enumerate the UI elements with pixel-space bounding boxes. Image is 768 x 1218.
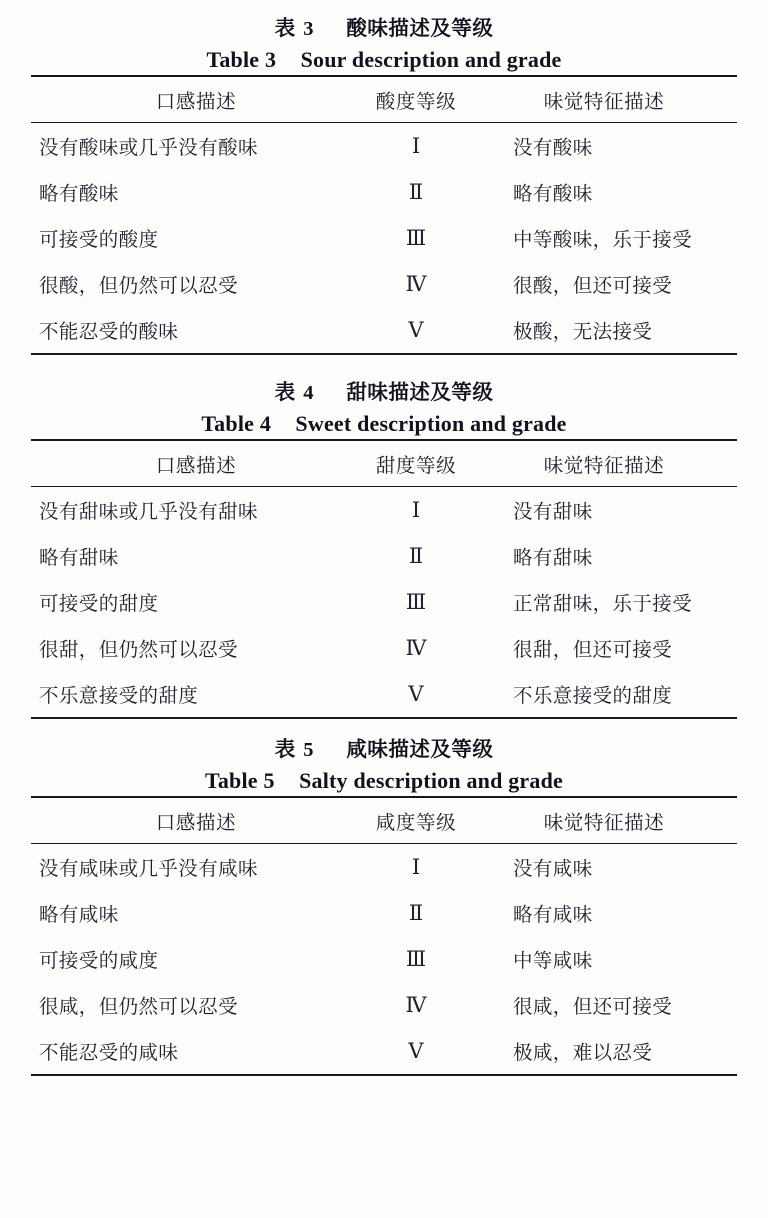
cell-feature: 很甜，但还可接受 — [513, 638, 673, 661]
cell-description: 很酸，但仍然可以忍受 — [39, 274, 239, 297]
cell-grade: Ⅰ — [411, 854, 421, 879]
cell-grade: Ⅱ — [408, 543, 424, 568]
table-header-row — [31, 440, 737, 487]
table-row — [31, 936, 737, 982]
cell-description: 很甜，但仍然可以忍受 — [39, 638, 239, 661]
column-header-feature: 味觉特征描述 — [471, 440, 737, 487]
caption-en-title-3: Sour description and grade — [300, 47, 562, 72]
cell-feature: 不乐意接受的甜度 — [471, 671, 737, 718]
cell-feature: 中等咸味 — [513, 949, 593, 972]
column-header-feature: 味觉特征描述 — [471, 76, 737, 123]
cell-description: 不乐意接受的甜度 — [31, 671, 361, 718]
column-header-feature: 味觉特征描述 — [471, 797, 737, 844]
table-4 — [31, 439, 737, 719]
table-caption-en-3 — [0, 44, 768, 75]
table-row — [31, 579, 737, 625]
cell-grade: Ⅳ — [405, 635, 427, 660]
caption-en-label-3: Table — [206, 47, 260, 72]
table-3 — [31, 75, 737, 355]
cell-feature: 极咸，难以忍受 — [471, 1028, 737, 1075]
table-row — [31, 487, 737, 534]
table-caption-cn-5 — [0, 734, 768, 765]
table-caption-en-4 — [0, 408, 768, 439]
cell-feature: 略有咸味 — [513, 903, 593, 926]
cell-grade: Ⅰ — [411, 133, 421, 158]
table-block-4 — [0, 355, 768, 719]
table-caption-cn-3 — [0, 13, 768, 44]
column-header-description: 口感描述 — [31, 76, 361, 123]
table-row — [31, 671, 737, 718]
cell-grade: Ⅱ — [408, 900, 424, 925]
column-header-grade: 酸度等级 — [361, 76, 471, 123]
cell-description: 不能忍受的酸味 — [31, 307, 361, 354]
caption-cn-number-4: 4 — [303, 382, 315, 404]
cell-description: 可接受的咸度 — [39, 949, 159, 972]
cell-grade: Ⅲ — [405, 589, 427, 614]
caption-cn-title-4: 甜味描述及等级 — [346, 380, 494, 404]
cell-grade: Ⅳ — [405, 992, 427, 1017]
caption-en-number-5: 5 — [263, 768, 275, 793]
cell-feature: 正常甜味，乐于接受 — [513, 592, 693, 615]
cell-grade: Ⅰ — [411, 497, 421, 522]
caption-en-number-4: 4 — [259, 411, 272, 436]
table-header-row — [31, 797, 737, 844]
caption-cn-title-3: 酸味描述及等级 — [346, 16, 494, 40]
cell-feature: 极酸，无法接受 — [471, 307, 737, 354]
cell-description: 没有酸味或几乎没有酸味 — [39, 136, 258, 159]
table-row — [31, 890, 737, 936]
cell-description: 略有咸味 — [39, 903, 119, 926]
cell-grade: Ⅳ — [405, 271, 427, 296]
caption-cn-title-5: 咸味描述及等级 — [346, 737, 494, 761]
cell-description: 没有咸味或几乎没有咸味 — [39, 857, 258, 880]
table-row — [31, 307, 737, 354]
cell-description: 略有甜味 — [39, 546, 119, 569]
cell-feature: 略有酸味 — [513, 182, 593, 205]
table-row — [31, 261, 737, 307]
caption-en-label-4: Table — [201, 411, 255, 436]
caption-en-label-5: Table — [204, 768, 258, 793]
cell-description: 可接受的酸度 — [39, 228, 159, 251]
caption-cn-label-4: 表 — [274, 380, 296, 404]
table-row — [31, 123, 737, 170]
cell-grade: Ⅲ — [405, 946, 427, 971]
caption-en-title-5: Salty description and grade — [299, 768, 563, 793]
caption-cn-label-3: 表 — [274, 16, 296, 40]
cell-feature: 没有甜味 — [513, 500, 593, 523]
cell-description: 很咸，但仍然可以忍受 — [39, 995, 239, 1018]
column-header-description: 口感描述 — [31, 797, 361, 844]
cell-grade: Ⅱ — [408, 179, 424, 204]
table-caption-en-5 — [0, 765, 768, 796]
table-5 — [31, 796, 737, 1076]
cell-description: 可接受的甜度 — [39, 592, 159, 615]
table-row — [31, 215, 737, 261]
caption-cn-label-5: 表 — [274, 737, 296, 761]
caption-en-title-4: Sweet description and grade — [295, 411, 567, 436]
table-row — [31, 169, 737, 215]
cell-feature: 很咸，但还可接受 — [513, 995, 673, 1018]
table-row — [31, 1028, 737, 1075]
table-row — [31, 844, 737, 891]
table-row — [31, 982, 737, 1028]
cell-feature: 没有酸味 — [513, 136, 593, 159]
cell-description: 不能忍受的咸味 — [31, 1028, 361, 1075]
cell-grade: Ⅴ — [361, 1028, 471, 1075]
column-header-description: 口感描述 — [31, 440, 361, 487]
cell-feature: 中等酸味，乐于接受 — [513, 228, 693, 251]
cell-grade: Ⅲ — [405, 225, 427, 250]
table-header-row — [31, 76, 737, 123]
cell-feature: 略有甜味 — [513, 546, 593, 569]
table-caption-cn-4 — [0, 377, 768, 408]
table-block-3 — [0, 0, 768, 355]
cell-feature: 很酸，但还可接受 — [513, 274, 673, 297]
cell-grade: Ⅴ — [361, 307, 471, 354]
table-row — [31, 625, 737, 671]
table-block-5 — [0, 719, 768, 1076]
cell-description: 略有酸味 — [39, 182, 119, 205]
caption-cn-number-5: 5 — [303, 739, 315, 761]
cell-description: 没有甜味或几乎没有甜味 — [39, 500, 258, 523]
table-row — [31, 533, 737, 579]
caption-cn-number-3: 3 — [303, 18, 315, 40]
column-header-grade: 咸度等级 — [361, 797, 471, 844]
cell-feature: 没有咸味 — [513, 857, 593, 880]
cell-grade: Ⅴ — [361, 671, 471, 718]
caption-en-number-3: 3 — [264, 47, 277, 72]
column-header-grade: 甜度等级 — [361, 440, 471, 487]
